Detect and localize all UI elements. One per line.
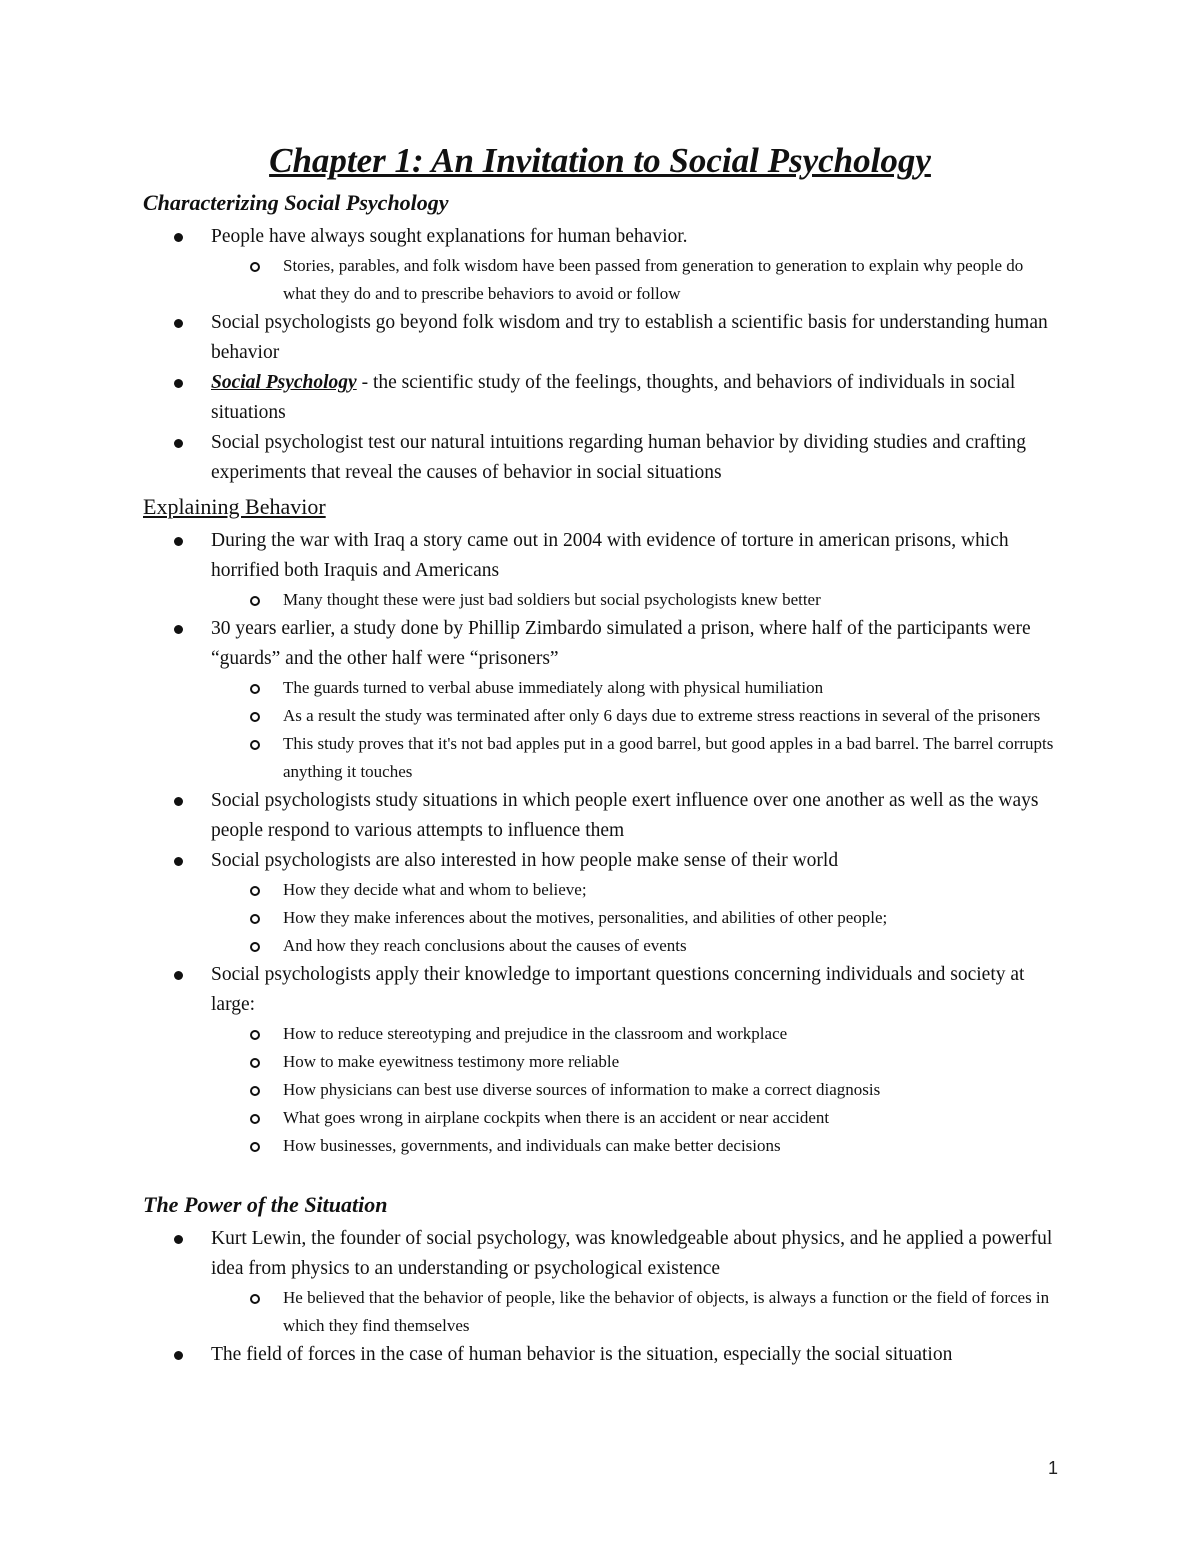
- bullet-icon: [174, 439, 183, 448]
- list-item: Social psychologists apply their knowledge to important questions concerning individuals and society at large:: [0, 960, 1200, 1020]
- circle-bullet-icon: [250, 1030, 260, 1040]
- circle-bullet-icon: [250, 942, 260, 952]
- bullet-icon: [174, 379, 183, 388]
- circle-bullet-icon: [250, 1114, 260, 1124]
- bullet-icon: [174, 625, 183, 634]
- circle-bullet-icon: [250, 740, 260, 750]
- list-item: As a result the study was terminated after only 6 days due to extreme stress reactions in several of the prisoners: [0, 702, 1200, 730]
- page-number: 1: [1047, 1458, 1058, 1478]
- page-title: Chapter 1: An Invitation to Social Psychology: [269, 141, 931, 180]
- bullet-icon: [174, 537, 183, 546]
- list-item: Stories, parables, and folk wisdom have been passed from generation to generation to explain why people do what they do and to prescribe behaviors to avoid or follow: [0, 252, 1200, 308]
- circle-bullet-icon: [250, 684, 260, 694]
- bullet-icon: [174, 1351, 183, 1360]
- list-item: How they make inferences about the motives, personalities, and abilities of other people;: [0, 904, 1200, 932]
- list-item: How businesses, governments, and individuals can make better decisions: [0, 1132, 1200, 1160]
- list-item: Many thought these were just bad soldiers but social psychologists knew better: [0, 586, 1200, 614]
- list-item: How they decide what and whom to believe;: [0, 876, 1200, 904]
- bullet-icon: [174, 233, 183, 242]
- list-item: People have always sought explanations for human behavior.: [0, 222, 1200, 252]
- circle-bullet-icon: [250, 1142, 260, 1152]
- bullet-icon: [174, 971, 183, 980]
- circle-bullet-icon: [250, 712, 260, 722]
- section-list-explaining: [0, 526, 1200, 1160]
- bullet-icon: [174, 797, 183, 806]
- list-item: What goes wrong in airplane cockpits when there is an accident or near accident: [0, 1104, 1200, 1132]
- list-item: Kurt Lewin, the founder of social psychology, was knowledgeable about physics, and he applied a powerful idea from physics to an understanding or psychological existence: [0, 1224, 1200, 1284]
- circle-bullet-icon: [250, 1086, 260, 1096]
- bullet-icon: [174, 857, 183, 866]
- list-item: And how they reach conclusions about the causes of events: [0, 932, 1200, 960]
- list-item: This study proves that it's not bad apples put in a good barrel, but good apples in a bad barrel. The barrel corrupts anything it touches: [0, 730, 1200, 786]
- circle-bullet-icon: [250, 1058, 260, 1068]
- list-item: How to reduce stereotyping and prejudice in the classroom and workplace: [0, 1020, 1200, 1048]
- list-item: Social psychologist test our natural intuitions regarding human behavior by dividing studies and crafting experiments that reveal the causes of behavior in social situations: [0, 428, 1200, 488]
- definition-term: Social Psychology: [211, 372, 357, 393]
- list-item: Social psychologists study situations in which people exert influence over one another as well as the ways people respond to various attempts to influence them: [0, 786, 1200, 846]
- bullet-icon: [174, 319, 183, 328]
- section-heading-characterizing: Characterizing Social Psychology: [143, 190, 449, 215]
- list-item: Social psychologists are also interested in how people make sense of their world: [0, 846, 1200, 876]
- circle-bullet-icon: [250, 1294, 260, 1304]
- circle-bullet-icon: [250, 886, 260, 896]
- section-list-power-of-situation: [0, 1224, 1200, 1370]
- list-item: 30 years earlier, a study done by Phillip Zimbardo simulated a prison, where half of the participants were “guards” and the other half were “prisoners”: [0, 614, 1200, 674]
- section-heading-power-of-situation: The Power of the Situation: [143, 1192, 388, 1217]
- circle-bullet-icon: [250, 914, 260, 924]
- section-list-characterizing: [0, 222, 1200, 488]
- bullet-icon: [174, 1235, 183, 1244]
- list-item: How to make eyewitness testimony more reliable: [0, 1048, 1200, 1076]
- list-item: During the war with Iraq a story came out in 2004 with evidence of torture in american prisons, which horrified both Iraquis and Americans: [0, 526, 1200, 586]
- circle-bullet-icon: [250, 596, 260, 606]
- section-heading-explaining: Explaining Behavior: [143, 494, 326, 519]
- list-item: The field of forces in the case of human behavior is the situation, especially the social situation: [0, 1340, 1200, 1370]
- list-item: The guards turned to verbal abuse immediately along with physical humiliation: [0, 674, 1200, 702]
- list-item: Social psychologists go beyond folk wisdom and try to establish a scientific basis for understanding human behavior: [0, 308, 1200, 368]
- list-item: How physicians can best use diverse sources of information to make a correct diagnosis: [0, 1076, 1200, 1104]
- list-item: He believed that the behavior of people, like the behavior of objects, is always a function or the field of forces in which they find themselves: [0, 1284, 1200, 1340]
- circle-bullet-icon: [250, 262, 260, 272]
- list-item: Social Psychology - the scientific study of the feelings, thoughts, and behaviors of individuals in social situations: [0, 368, 1200, 428]
